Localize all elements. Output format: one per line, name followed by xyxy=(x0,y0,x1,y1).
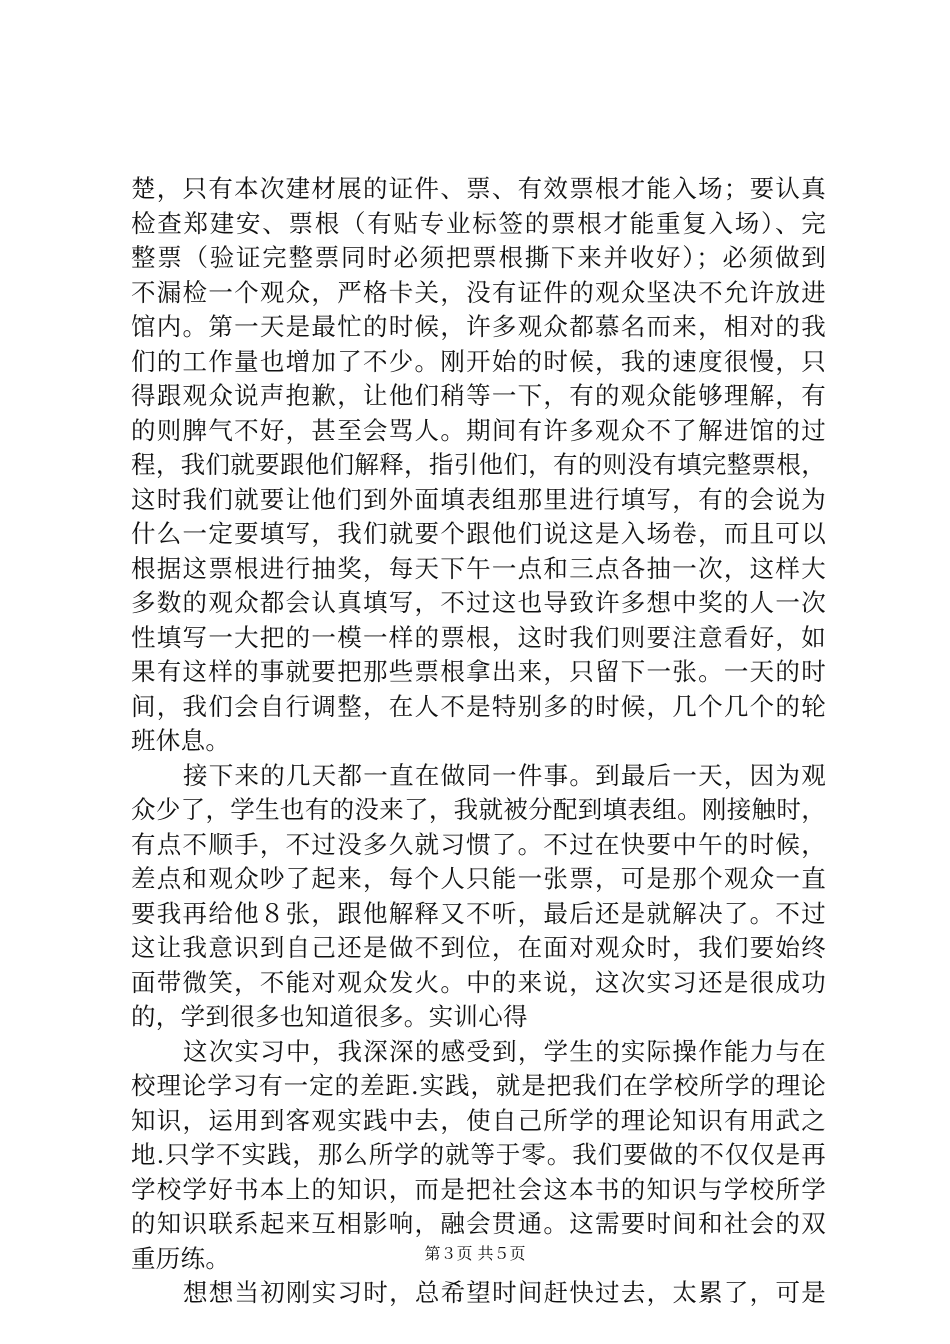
text-line: 什么一定要填写，我们就要个跟他们说这是入场卷，而且可以 xyxy=(131,519,826,548)
text-line: 学校学好书本上的知识，而是把社会这本书的知识与学校所学 xyxy=(131,1174,826,1204)
text-line: 重历练。 xyxy=(131,1243,231,1273)
text-line: 地.只学不实践，那么所学的就等于零。我们要做的不仅仅是再 xyxy=(131,1140,826,1169)
text-line: 这时我们就要让他们到外面填表组那里进行填写，有的会说为 xyxy=(131,484,826,514)
page-number-footer: 第３页 共５页 xyxy=(424,1244,526,1263)
text-line: 果有这样的事就要把那些票根拿出来，只留下一张。一天的时 xyxy=(131,657,826,686)
text-line: 程，我们就要跟他们解释，指引他们，有的则没有填完整票根， xyxy=(131,450,826,479)
text-line: 楚，只有本次建材展的证件、票、有效票根才能入场；要认真 xyxy=(131,174,826,203)
text-line: 根据这票根进行抽奖，每天下午一点和三点各抽一次，这样大 xyxy=(131,553,826,583)
text-line: 检查郑建安、票根（有贴专业标签的票根才能重复入场）、完 xyxy=(131,208,826,238)
text-line: 这让我意识到自己还是做不到位，在面对观众时，我们要始终 xyxy=(131,933,826,962)
text-line: 多数的观众都会认真填写，不过这也导致许多想中奖的人一次 xyxy=(131,588,826,617)
body-text xyxy=(131,172,826,1311)
text-line: 班休息。 xyxy=(131,726,231,755)
text-line: 性填写一大把的一模一样的票根，这时我们则要注意看好，如 xyxy=(131,622,826,652)
text-line: 不漏检一个观众，严格卡关，没有证件的观众坚决不允许放进 xyxy=(131,277,826,307)
text-line: 的，学到很多也知道很多。实训心得 xyxy=(131,1002,528,1031)
text-line: 有点不顺手，不过没多久就习惯了。不过在快要中午的时候， xyxy=(131,829,826,859)
text-line: 接下来的几天都一直在做同一件事。到最后一天，因为观 xyxy=(183,760,826,790)
text-line: 馆内。第一天是最忙的时候，许多观众都慕名而来，相对的我 xyxy=(131,312,826,341)
text-line: 知识，运用到客观实践中去，使自己所学的理论知识有用武之 xyxy=(131,1105,826,1135)
text-line: 们的工作量也增加了不少。刚开始的时候，我的速度很慢，只 xyxy=(131,346,826,376)
text-line: 差点和观众吵了起来，每个人只能一张票，可是那个观众一直 xyxy=(131,864,826,893)
text-line: 要我再给他８张，跟他解释又不听，最后还是就解决了。不过 xyxy=(131,898,826,928)
text-line: 这次实习中，我深深的感受到，学生的实际操作能力与在 xyxy=(183,1036,826,1066)
text-line: 众少了，学生也有的没来了，我就被分配到填表组。刚接触时， xyxy=(131,795,826,824)
text-line: 间，我们会自行调整，在人不是特别多的时候，几个几个的轮 xyxy=(131,691,826,721)
text-line: 的知识联系起来互相影响，融会贯通。这需要时间和社会的双 xyxy=(131,1209,826,1238)
text-line: 面带微笑，不能对观众发火。中的来说，这次实习还是很成功 xyxy=(131,967,826,997)
text-line: 得跟观众说声抱歉，让他们稍等一下，有的观众能够理解，有 xyxy=(131,381,826,410)
text-line: 想想当初刚实习时，总希望时间赶快过去，太累了，可是 xyxy=(183,1278,826,1307)
text-line: 整票（验证完整票同时必须把票根撕下来并收好）；必须做到 xyxy=(131,243,826,272)
text-line: 的则脾气不好，甚至会骂人。期间有许多观众不了解进馆的过 xyxy=(131,415,826,445)
text-line: 校理论学习有一定的差距.实践，就是把我们在学校所学的理论 xyxy=(131,1071,826,1100)
